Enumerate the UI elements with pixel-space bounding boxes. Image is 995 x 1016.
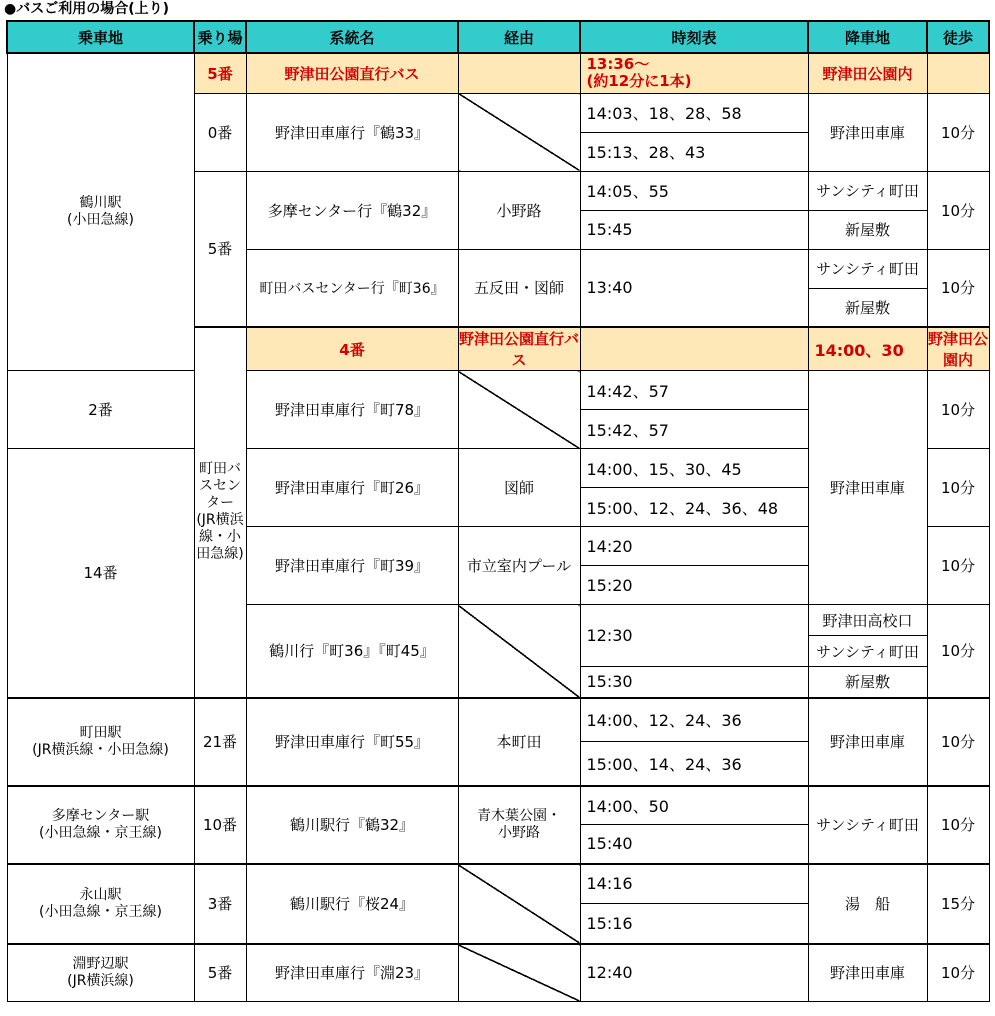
route-cell: 野津田公園直行バス: [246, 53, 458, 93]
timetable-cell: 15:00、12、24、36、48: [580, 488, 808, 527]
table-row: [7, 864, 989, 904]
walk-cell: 10分: [927, 527, 989, 605]
timetable-cell: 15:16: [580, 904, 808, 944]
header-route: 系統名: [246, 21, 458, 53]
alight-cell: 湯 船: [808, 864, 927, 944]
header-walk: 徒歩: [927, 21, 989, 53]
walk-empty: [927, 53, 989, 93]
station-name: 多摩センター駅: [51, 807, 150, 824]
station-line: (小田急線): [67, 212, 134, 228]
timetable-cell: 15:00、14、24、36: [580, 742, 808, 786]
station-line: (JR横浜線・小田急線): [32, 741, 169, 758]
header-alight: 降車地: [808, 21, 927, 53]
route-cell: 鶴川駅行『桜24』: [246, 864, 458, 944]
via-cell: 図師: [458, 449, 580, 527]
via-cell: 小野路: [458, 171, 580, 249]
alight-cell: サンシティ町田: [808, 249, 927, 288]
route-cell: 野津田車庫行『町78』: [246, 371, 458, 449]
timetable-cell: 15:30: [580, 667, 808, 698]
station-line: (JR横浜線): [67, 972, 134, 989]
station-name: 淵野辺駅: [72, 955, 129, 972]
alight-cell: 野津田車庫: [808, 698, 927, 786]
timetable-cell: 13:40: [580, 249, 808, 327]
walk-cell: 10分: [927, 786, 989, 864]
alight-cell: 新屋敷: [808, 288, 927, 327]
timetable-cell: 14:00、12、24、36: [580, 698, 808, 742]
alight-cell: サンシティ町田: [808, 786, 927, 864]
header-station: 乗車地: [7, 21, 194, 53]
alight-cell: 野津田車庫: [808, 371, 927, 605]
timetable-cell: [580, 53, 808, 93]
alight-cell: サンシティ町田: [808, 636, 927, 667]
route-cell: 野津田車庫行『町55』: [246, 698, 458, 786]
via-empty: [458, 53, 580, 93]
walk-cell: 10分: [927, 371, 989, 449]
via-cell: 市立室内プール: [458, 527, 580, 605]
alight-cell: 野津田公園内: [808, 53, 927, 93]
via-line-1: 青木葉公園・: [477, 807, 561, 824]
station-name: 鶴川駅: [79, 195, 122, 211]
route-cell: 野津田車庫行『町39』: [246, 527, 458, 605]
platform-cell: 2番: [7, 371, 194, 449]
header-platform: 乗り場: [194, 21, 246, 53]
time-frequency: (約12分に1本): [586, 72, 692, 91]
station-cell: [7, 698, 194, 786]
timetable-cell: 14:03、18、28、58: [580, 93, 808, 132]
station-line: (JR横浜線・小田急線): [196, 512, 244, 563]
header-timetable: 時刻表: [580, 21, 808, 53]
walk-cell: 15分: [927, 864, 989, 944]
walk-cell: 10分: [927, 698, 989, 786]
route-cell: 町田バスセンター行『町36』: [246, 249, 458, 327]
alight-cell: 野津田車庫: [808, 944, 927, 1002]
station-cell: [7, 786, 194, 864]
table-row: [7, 53, 989, 93]
table-row: [7, 786, 989, 825]
route-cell: 野津田車庫行『鶴33』: [246, 93, 458, 171]
station-cell: [7, 53, 194, 371]
alight-cell: 野津田高校口: [808, 605, 927, 636]
platform-cell: 4番: [246, 327, 458, 371]
alight-cell: 新屋敷: [808, 667, 927, 698]
alight-cell: サンシティ町田: [808, 171, 927, 210]
route-cell: 多摩センター行『鶴32』: [246, 171, 458, 249]
timetable-cell: 12:40: [580, 944, 808, 1002]
route-cell: 野津田車庫行『町26』: [246, 449, 458, 527]
time-start: 13:36〜: [586, 55, 650, 74]
timetable-cell: 15:13、28、43: [580, 132, 808, 171]
header-row: [7, 21, 989, 53]
bus-timetable: [6, 20, 990, 1002]
platform-cell: 3番: [194, 864, 246, 944]
route-cell: 鶴川行『町36』『町45』: [246, 605, 458, 698]
station-cell: [194, 327, 246, 698]
table-row: [7, 698, 989, 742]
via-empty: [458, 93, 580, 171]
station-line: (小田急線・京王線): [39, 903, 162, 920]
platform-cell: 0番: [194, 93, 246, 171]
timetable-cell: 15:42、57: [580, 410, 808, 449]
via-empty: [458, 864, 580, 944]
station-cell: [7, 864, 194, 944]
timetable-cell: 12:30: [580, 605, 808, 667]
table-row: [7, 371, 989, 410]
walk-cell: 10分: [927, 944, 989, 1002]
timetable-cell: 15:45: [580, 210, 808, 249]
timetable-cell: 15:20: [580, 566, 808, 605]
walk-cell: 10分: [927, 605, 989, 698]
station-name: 町田バスセンター: [199, 461, 241, 512]
platform-cell: 5番: [194, 171, 246, 327]
timetable-cell: 14:00、50: [580, 786, 808, 825]
timetable-cell: 15:40: [580, 825, 808, 864]
alight-cell: 野津田車庫: [808, 93, 927, 171]
walk-cell: 10分: [927, 171, 989, 249]
walk-cell: 10分: [927, 449, 989, 527]
via-line-2: 小野路: [498, 824, 540, 841]
timetable-cell: 14:16: [580, 864, 808, 904]
platform-cell: 10番: [194, 786, 246, 864]
timetable-cell: 14:20: [580, 527, 808, 566]
via-empty: [458, 944, 580, 1002]
timetable-cell: 14:42、57: [580, 371, 808, 410]
via-empty: [458, 605, 580, 698]
alight-cell: 野津田公園内: [927, 327, 989, 371]
station-name: 町田駅: [79, 724, 122, 741]
station-name: 永山駅: [79, 886, 122, 903]
timetable-cell: 14:00、15、30、45: [580, 449, 808, 488]
platform-cell: 14番: [7, 449, 194, 698]
header-via: 経由: [458, 21, 580, 53]
alight-cell: 新屋敷: [808, 210, 927, 249]
platform-cell: 21番: [194, 698, 246, 786]
via-cell: 本町田: [458, 698, 580, 786]
platform-cell: 5番: [194, 944, 246, 1002]
table-row: [7, 944, 989, 1002]
via-cell: 五反田・図師: [458, 249, 580, 327]
station-line: (小田急線・京王線): [39, 824, 162, 841]
via-empty: [580, 327, 808, 371]
timetable-cell: 14:00、30: [808, 327, 927, 371]
platform-cell: 5番: [194, 53, 246, 93]
page-title: ●バスご利用の場合(上り): [4, 1, 170, 17]
via-cell: [458, 786, 580, 864]
walk-cell: 10分: [927, 249, 989, 327]
timetable-cell: 14:05、55: [580, 171, 808, 210]
route-cell: 野津田車庫行『淵23』: [246, 944, 458, 1002]
route-cell: 鶴川駅行『鶴32』: [246, 786, 458, 864]
station-cell: [7, 944, 194, 1002]
route-cell: 野津田公園直行バス: [458, 327, 580, 371]
via-empty: [458, 371, 580, 449]
walk-cell: 10分: [927, 93, 989, 171]
